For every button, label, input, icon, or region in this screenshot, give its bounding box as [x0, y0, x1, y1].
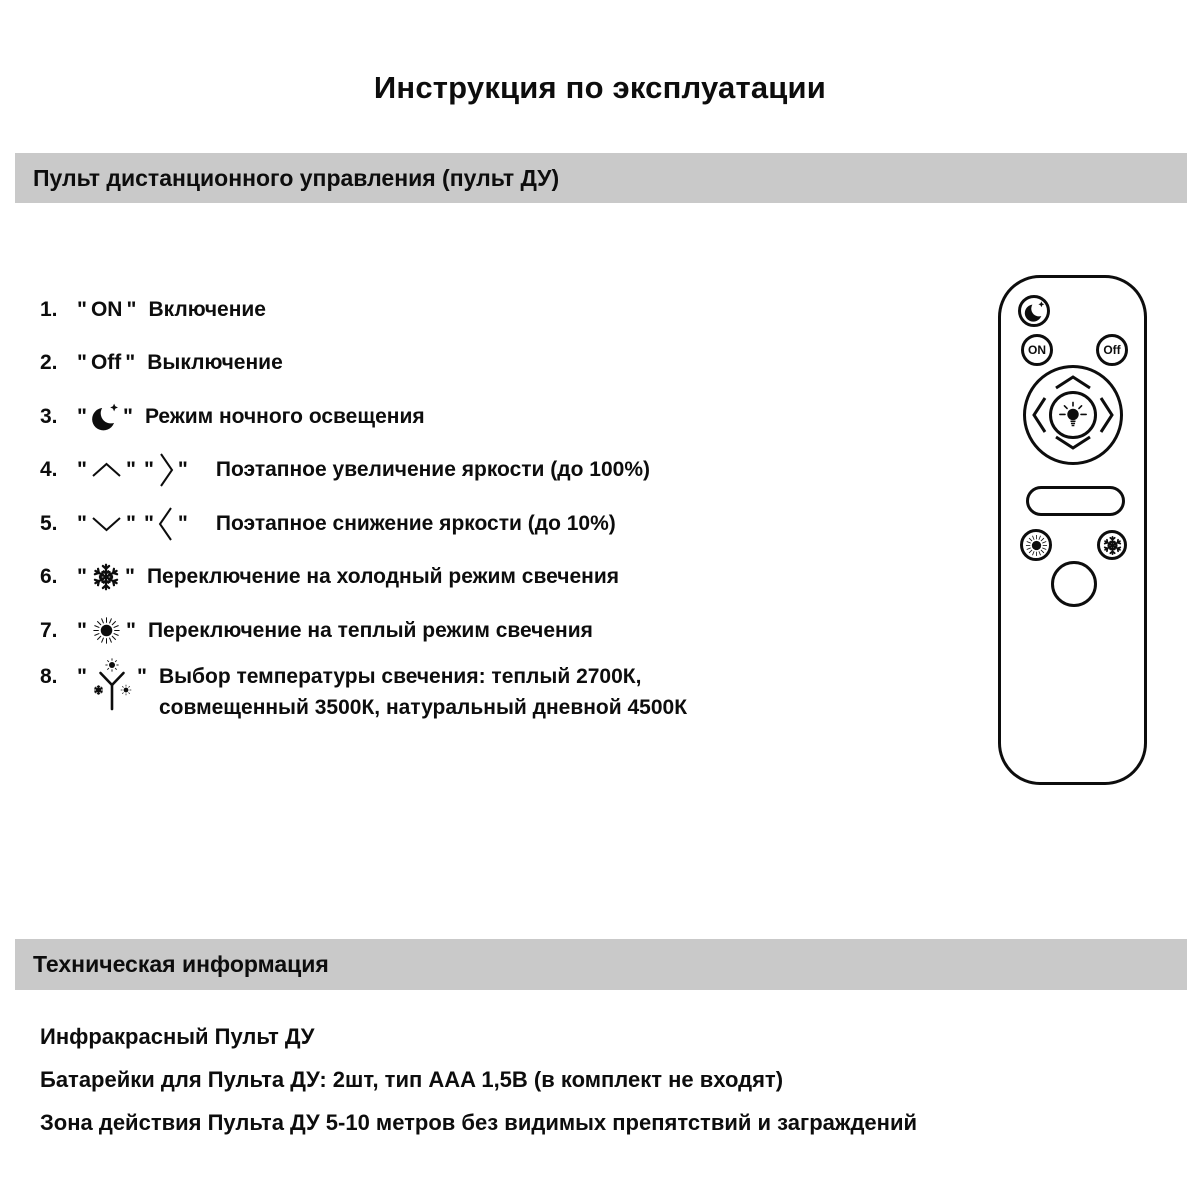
item-text-line2: совмещенный 3500К, натуральный дневной 4500К	[158, 695, 688, 719]
quote-mark: "	[77, 297, 87, 321]
item-number: 3.	[40, 404, 58, 428]
item-text: Переключение на теплый режим свечения	[147, 618, 593, 642]
quote-mark: "	[77, 664, 87, 688]
item-text	[159, 661, 687, 723]
sun-icon	[1024, 533, 1049, 558]
remote-light-button	[1049, 391, 1097, 439]
quote-mark: "	[77, 404, 87, 428]
tech-info-list	[40, 1026, 917, 1155]
chevron-up-icon	[91, 462, 122, 478]
quote-mark: "	[124, 565, 135, 589]
chevron-left-icon	[158, 506, 174, 542]
remote-control-illustration	[998, 275, 1147, 785]
remote-blank-button	[1051, 561, 1097, 607]
item-text-line1: Выбор температуры свечения: теплый 2700К,	[158, 664, 642, 688]
remote-warm-mode-button	[1020, 529, 1052, 561]
quote-mark: "	[77, 511, 87, 535]
list-item-off	[40, 337, 940, 391]
quote-mark: "	[77, 351, 87, 375]
list-item-night-mode	[40, 390, 940, 444]
list-item-brightness-up	[40, 444, 940, 498]
remote-night-mode-button	[1018, 295, 1050, 327]
page-title: Инструкция по эксплуатации	[373, 70, 827, 105]
moon-night-icon	[1024, 300, 1045, 323]
quote-mark: "	[125, 458, 136, 482]
section-header-remote	[15, 153, 1187, 203]
item-text: Поэтапное увеличение яркости (до 100%)	[215, 458, 650, 482]
chevron-right-icon	[158, 452, 174, 488]
remote-wide-button	[1026, 486, 1125, 516]
list-item-cold-mode	[40, 551, 940, 605]
remote-on-label: ON	[1028, 343, 1046, 357]
quote-mark: "	[125, 351, 136, 375]
chevron-down-icon	[91, 516, 122, 532]
quote-mark: "	[143, 511, 154, 535]
remote-off-label: Off	[1103, 343, 1121, 357]
item-number: 4.	[40, 458, 58, 482]
quote-mark: "	[126, 297, 137, 321]
dpad-right-chevron-icon	[1098, 395, 1115, 440]
on-label: ON	[90, 297, 123, 321]
snowflake-icon	[91, 562, 121, 592]
quote-mark: "	[77, 618, 87, 642]
item-number: 1.	[40, 297, 58, 321]
item-number: 6.	[40, 565, 58, 589]
item-number: 2.	[40, 351, 58, 375]
list-item-warm-mode	[40, 604, 940, 658]
remote-cold-mode-button	[1097, 530, 1127, 560]
quote-mark: "	[125, 511, 136, 535]
tech-info-line: Зона действия Пульта ДУ 5-10 метров без видимых препятствий и заграждений	[40, 1110, 918, 1135]
off-label: Off	[90, 351, 122, 375]
remote-on-button	[1021, 334, 1053, 366]
item-number: 7.	[40, 618, 58, 642]
quote-mark: "	[77, 458, 87, 482]
section-header-tech	[15, 939, 1187, 990]
light-bulb-icon	[1057, 399, 1089, 431]
item-number: 5.	[40, 511, 58, 535]
quote-mark: "	[122, 404, 133, 428]
instruction-list	[40, 283, 940, 723]
dpad-left-chevron-icon	[1031, 395, 1048, 440]
item-text: Включение	[148, 297, 266, 321]
tech-info-line: Батарейки для Пульта ДУ: 2шт, тип AAA 1,5В (в комплект не входят)	[40, 1067, 784, 1092]
item-text: Переключение на холодный режим свечения	[146, 565, 619, 589]
quote-mark: "	[177, 458, 188, 482]
list-item-brightness-down	[40, 497, 940, 551]
section-header-tech-label: Техническая информация	[33, 951, 329, 977]
remote-dpad	[1023, 365, 1123, 465]
quote-mark: "	[143, 458, 154, 482]
quote-mark: "	[77, 565, 87, 589]
item-number: 8.	[40, 664, 58, 688]
color-temperature-select-icon	[91, 657, 133, 713]
quote-mark: "	[177, 511, 188, 535]
moon-night-icon	[91, 402, 119, 432]
item-text: Выключение	[147, 351, 283, 375]
sun-icon	[91, 615, 122, 646]
snowflake-icon	[1102, 535, 1123, 556]
tech-info-line: Инфракрасный Пульт ДУ	[40, 1024, 315, 1049]
list-item-color-temperature	[40, 661, 940, 723]
quote-mark: "	[136, 664, 147, 688]
remote-off-button	[1096, 334, 1128, 366]
quote-mark: "	[125, 618, 136, 642]
item-text: Поэтапное снижение яркости (до 10%)	[215, 511, 616, 535]
list-item-on	[40, 283, 940, 337]
item-text: Режим ночного освещения	[144, 404, 425, 428]
section-header-remote-label: Пульт дистанционного управления (пульт ДУ)	[33, 164, 560, 191]
